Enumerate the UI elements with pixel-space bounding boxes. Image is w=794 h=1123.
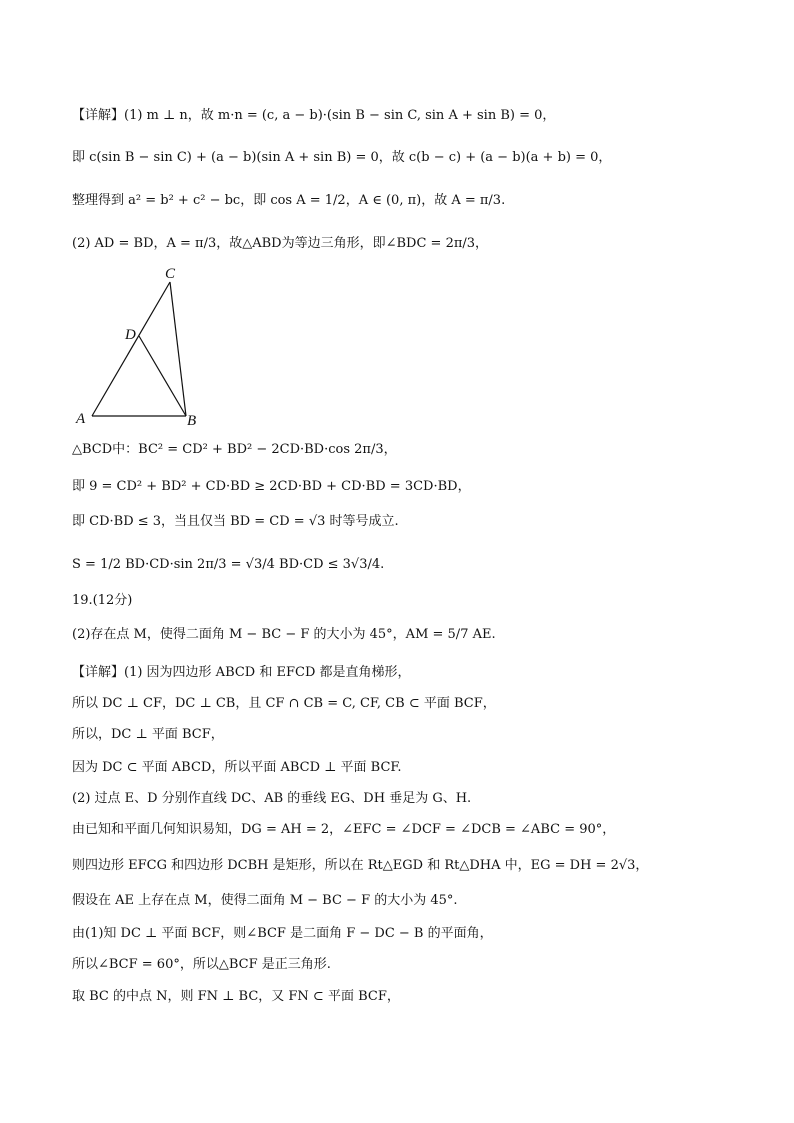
- segment-db: [139, 336, 186, 416]
- text-line: (2) 过点 E、D 分别作直线 DC、AB 的垂线 EG、DH 垂足为 G、H.: [72, 791, 472, 806]
- triangle-figure: [72, 262, 212, 432]
- text-line: 所以，DC ⊥ 平面 BCF，: [72, 727, 224, 742]
- point-label-c: C: [165, 266, 176, 282]
- question-number: 19.(12分): [72, 593, 133, 608]
- text-line: 因为 DC ⊂ 平面 ABCD，所以平面 ABCD ⊥ 平面 BCF.: [72, 760, 402, 775]
- text-line: 则四边形 EFCG 和四边形 DCBH 是矩形，所以在 Rt△EGD 和 Rt△DHA 中，EG = DH = 2√3，: [72, 858, 649, 873]
- text-line: 即 9 = CD² + BD² + CD·BD ≥ 2CD·BD + CD·BD = 3CD·BD，: [72, 479, 471, 494]
- text-line: 【详解】(1) m ⊥ n，故 m·n = (c, a − b)·(sin B − sin C, sin A + sin B) = 0，: [72, 108, 556, 123]
- text-line: (2)存在点 M，使得二面角 M − BC − F 的大小为 45°，AM = 5/7 AE.: [72, 627, 496, 642]
- text-line: △BCD中：BC² = CD² + BD² − 2CD·BD·cos 2π/3，: [72, 442, 397, 457]
- text-line: 即 CD·BD ≤ 3，当且仅当 BD = CD = √3 时等号成立.: [72, 514, 399, 529]
- text-line: 【详解】(1) 因为四边形 ABCD 和 EFCD 都是直角梯形，: [72, 665, 411, 680]
- text-line: 由已知和平面几何知识易知，DG = AH = 2，∠EFC = ∠DCF = ∠DCB = ∠ABC = 90°，: [72, 822, 616, 837]
- segment-ac: [92, 282, 170, 416]
- text-line: 所以 DC ⊥ CF，DC ⊥ CB，且 CF ∩ CB = C, CF, CB ⊂ 平面 BCF，: [72, 696, 496, 711]
- point-label-a: A: [76, 411, 86, 427]
- text-line: 假设在 AE 上存在点 M，使得二面角 M − BC − F 的大小为 45°.: [72, 893, 458, 908]
- point-label-d: D: [125, 327, 136, 343]
- text-line: 即 c(sin B − sin C) + (a − b)(sin A + sin B) = 0，故 c(b − c) + (a − b)(a + b) = 0，: [72, 150, 612, 165]
- text-line: (2) AD = BD，A = π/3，故△ABD为等边三角形，即∠BDC = 2π/3，: [72, 236, 489, 251]
- text-line: 取 BC 的中点 N，则 FN ⊥ BC，又 FN ⊂ 平面 BCF，: [72, 989, 400, 1004]
- segment-cb: [170, 282, 186, 416]
- text-line: 整理得到 a² = b² + c² − bc，即 cos A = 1/2，A ∈ (0, π)，故 A = π/3.: [72, 193, 506, 208]
- text-line: 由(1)知 DC ⊥ 平面 BCF，则∠BCF 是二面角 F − DC − B 的平面角，: [72, 926, 493, 941]
- text-line: S = 1/2 BD·CD·sin 2π/3 = √3/4 BD·CD ≤ 3√3/4.: [72, 557, 385, 572]
- point-label-b: B: [187, 413, 197, 429]
- text-line: 所以∠BCF = 60°，所以△BCF 是正三角形.: [72, 957, 331, 972]
